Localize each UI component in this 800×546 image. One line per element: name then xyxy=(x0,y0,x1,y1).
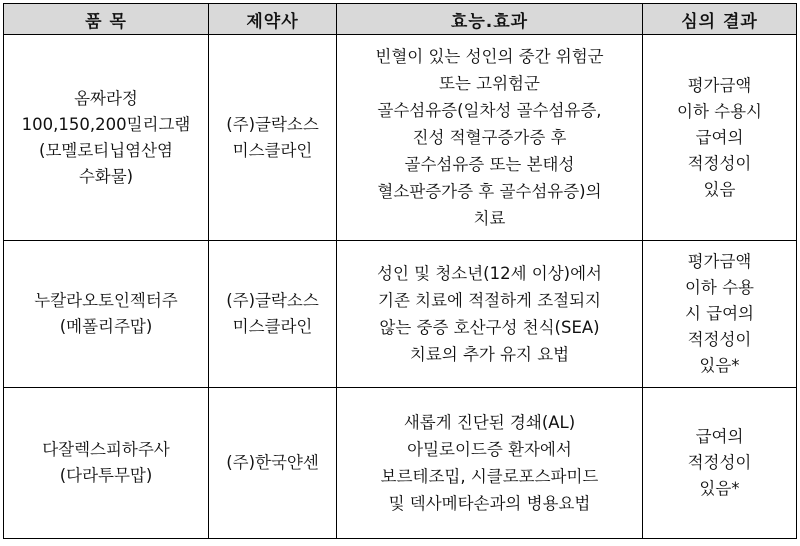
cell-company: (주)글락소스 미스클라인 xyxy=(209,241,337,388)
cell-result: 평가금액 이하 수용 시 급여의 적정성이 있음* xyxy=(643,241,797,388)
cell-result: 평가금액 이하 수용시 급여의 적정성이 있음 xyxy=(643,35,797,241)
cell-result: 급여의 적정성이 있음* xyxy=(643,388,797,539)
cell-product: 옴짜라정 100,150,200밀리그램 (모멜로티닙염산염 수화물) xyxy=(4,35,209,241)
table-header-row xyxy=(4,4,797,35)
cell-company: (주)글락소스 미스클라인 xyxy=(209,35,337,241)
cell-efficacy: 성인 및 청소년(12세 이상)에서 기존 치료에 적절하게 조절되지 않는 중증 호산구성 천식(SEA) 치료의 추가 유지 요법 xyxy=(337,241,643,388)
cell-efficacy: 빈혈이 있는 성인의 중간 위험군 또는 고위험군 골수섬유증(일차성 골수섬유증, 진성 적혈구증가증 후 골수섬유증 또는 본태성 혈소판증가증 후 골수섬유증)의 치료 xyxy=(337,35,643,241)
cell-company: (주)한국얀센 xyxy=(209,388,337,539)
cell-product: 누칼라오토인젝터주 (메폴리주맙) xyxy=(4,241,209,388)
review-results-table-container xyxy=(3,3,797,539)
header-efficacy: 효능.효과 xyxy=(337,4,643,35)
cell-product: 다잘렉스피하주사 (다라투무맙) xyxy=(4,388,209,539)
table-row xyxy=(4,241,797,388)
review-results-table xyxy=(3,3,797,539)
table-row xyxy=(4,35,797,241)
table-row xyxy=(4,388,797,539)
header-result: 심의 결과 xyxy=(643,4,797,35)
header-product: 품 목 xyxy=(4,4,209,35)
header-company: 제약사 xyxy=(209,4,337,35)
cell-efficacy: 새롭게 진단된 경쇄(AL) 아밀로이드증 환자에서 보르테조밉, 시클로포스파미드 및 덱사메타손과의 병용요법 xyxy=(337,388,643,539)
